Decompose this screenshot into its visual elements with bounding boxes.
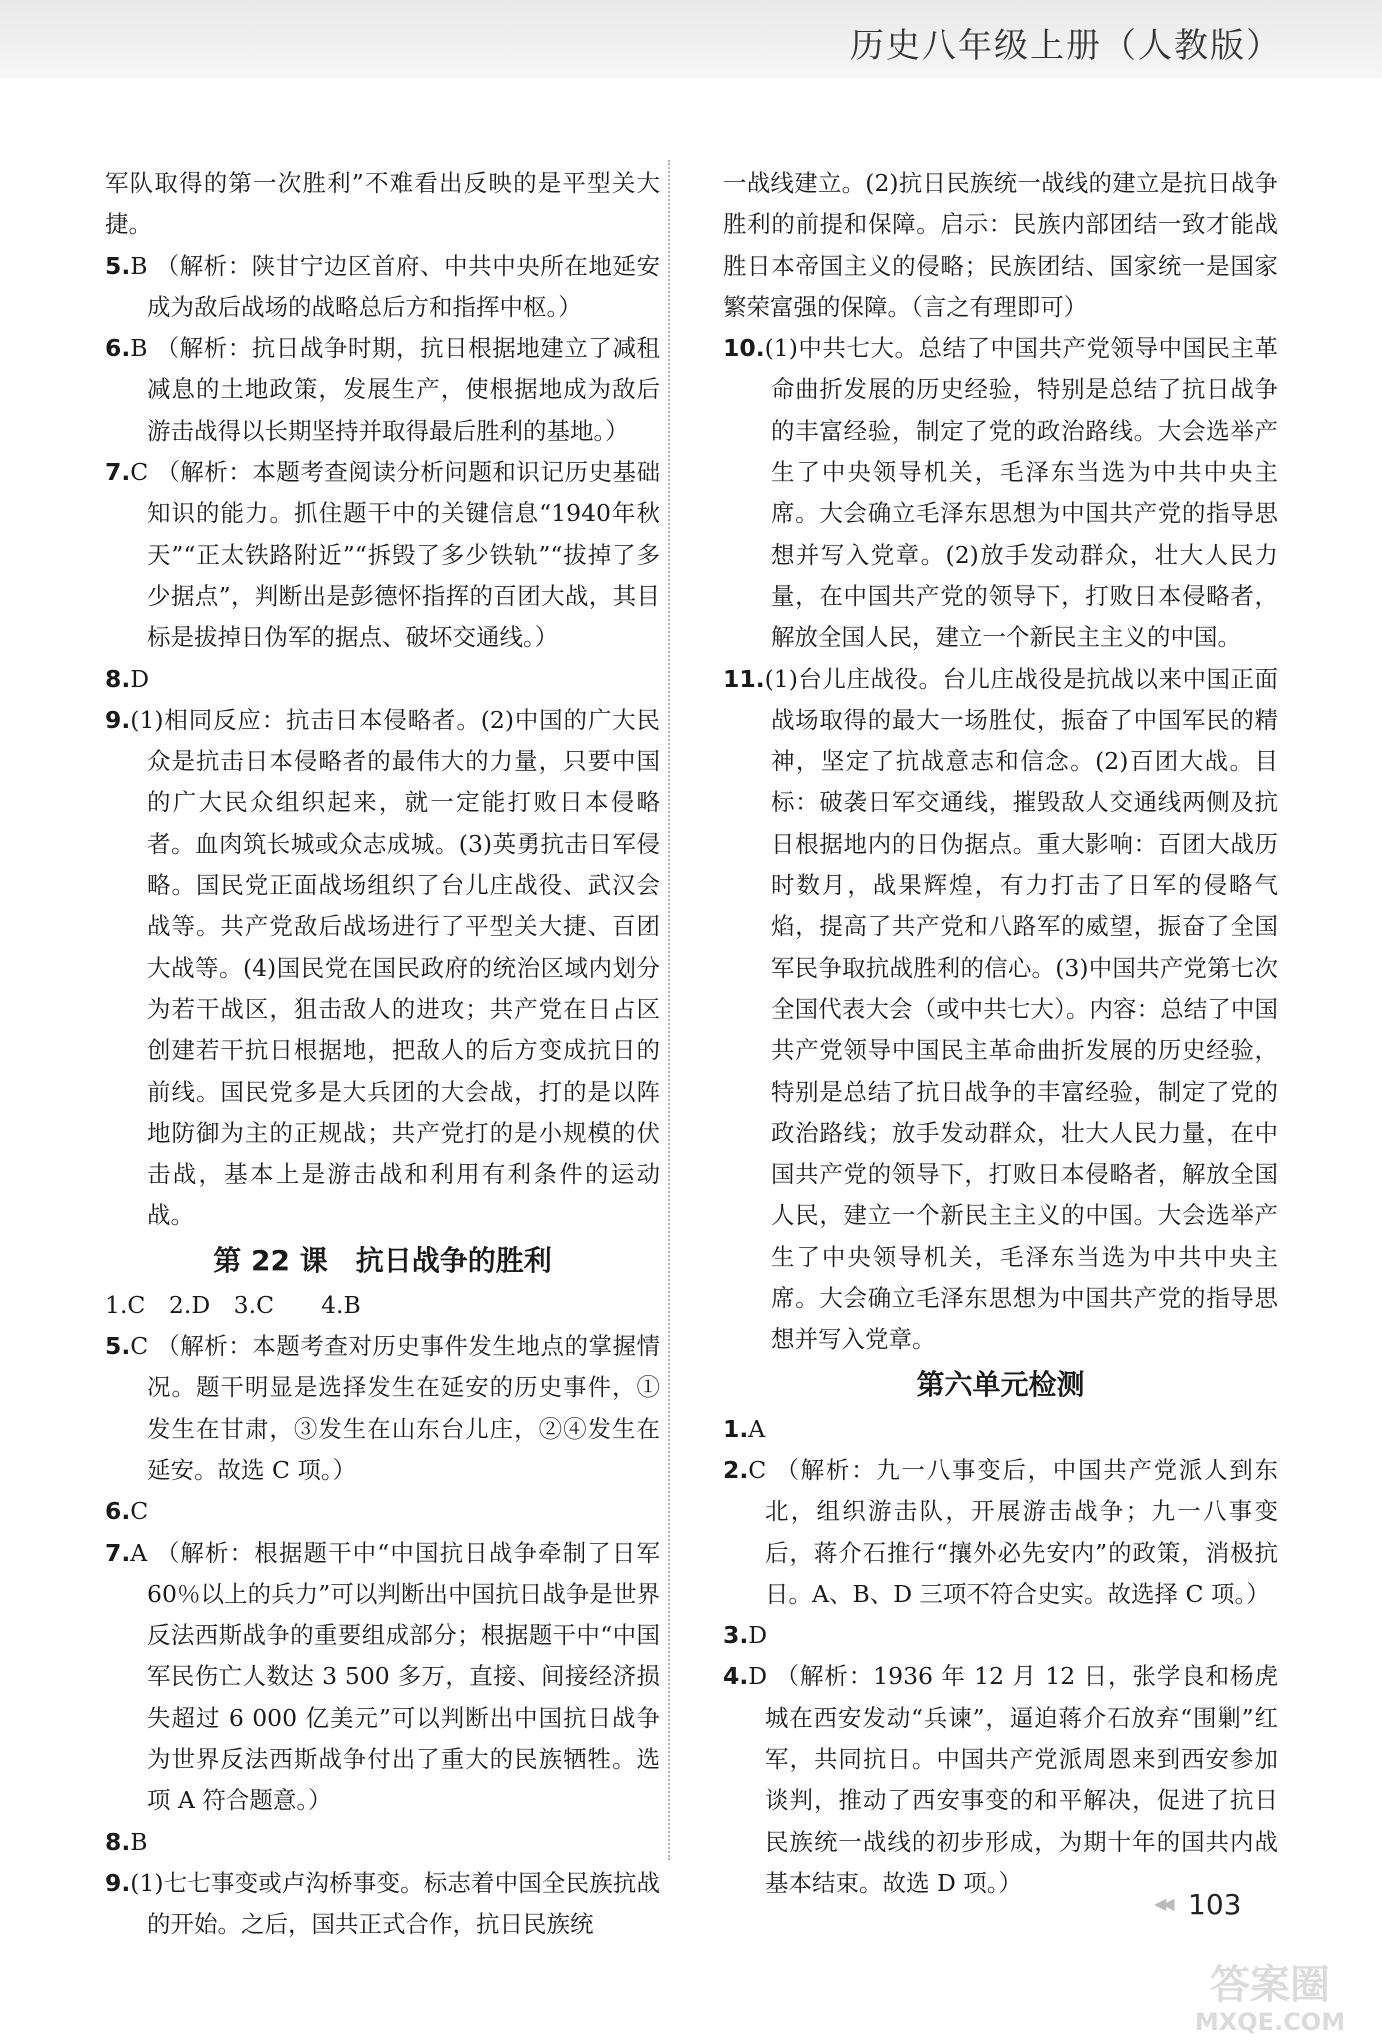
item-number: 8.	[105, 1827, 131, 1856]
section-heading: 第 22 课 抗日战争的胜利	[213, 1243, 552, 1277]
item-number: 6.	[105, 334, 131, 363]
column-divider	[668, 160, 670, 1860]
item-number: 3.	[723, 1621, 749, 1650]
item-number: 7.	[105, 1538, 131, 1567]
page-arrow-icon: ◀◀	[1154, 1894, 1171, 1913]
header-band	[0, 0, 1382, 78]
item-number: 5.	[105, 1332, 131, 1361]
item-number: 11.	[723, 664, 765, 693]
answer-item	[105, 1822, 660, 1863]
answer-item	[105, 700, 660, 1237]
item-text: (1)台儿庄战役。台儿庄战役是抗战以来中国正面战场取得的最大一场胜仗，振奋了中国军民的精神，坚定了抗战意志和信念。(2)百团大战。目标：破袭日军交通线，摧毁敌人交通线两侧及抗日根据地内的日伪据点。重大影响：百团大战历时数月，战果辉煌，有力打击了日军的侵略气焰，提高了共产党和八路军的威望，振奋了全国军民争取抗战胜利的信心。(3)中国共产党第七次全国代表大会（或中共七大）。内容：总结了中国共产党领导中国民主革命曲折发展的历史经验，特别是总结了抗日战争的丰富经验，制定了党的政治路线；放手发动群众，壮大人民力量，在中国共产党的领导下，打败日本侵略者，解放全国人民，建立一个新民主主义的中国。大会选举产生了中央领导机关，毛泽东当选为中共中央主席。大会确立毛泽东思想为中国共产党的指导思想并写入党章。	[764, 664, 1278, 1354]
answer-item	[105, 1533, 660, 1822]
page-number: 103	[1188, 1888, 1242, 1921]
item-text: A	[748, 1414, 766, 1443]
answer-item	[723, 1656, 1278, 1904]
book-title: 历史八年级上册（人教版）	[850, 26, 1282, 66]
left-column	[105, 163, 660, 1945]
svg-text:答案圈: 答案圈	[1210, 1962, 1330, 2008]
item-text: D （解析：1936 年 12 月 12 日，张学良和杨虎城在西安发动“兵谏”，逼迫蒋介石放弃“围剿”红军，共同抗日。中国共产党派周恩来到西安参加谈判，推动了西安事变的和平解决，促进了抗日民族统一战线的初步形成，为期十年的国共内战基本结束。故选 D 项。）	[748, 1662, 1278, 1897]
answer-item	[723, 659, 1278, 1361]
item-text: 1.C 2.D 3.C 4.B	[105, 1290, 361, 1319]
answer-item	[105, 1491, 660, 1532]
answer-item	[723, 328, 1278, 658]
answer-item	[723, 1615, 1278, 1656]
item-number: 5.	[105, 251, 131, 280]
item-text: C	[130, 1497, 149, 1526]
item-text: B （解析：陕甘宁边区首府、中共中央所在地延安成为敌后战场的战略总后方和指挥中枢。）	[130, 251, 660, 321]
item-text: C （解析：本题考查阅读分析问题和识记历史基础知识的能力。抓住题干中的关键信息“1940年秋天”“正太铁路附近”“拆毁了多少铁轨”“拔掉了多少据点”，判断出是彭德怀指挥的百团大战，其目标是拔掉日伪军的据点、破坏交通线。）	[130, 458, 660, 652]
item-number: 4.	[723, 1662, 749, 1691]
answer-item	[723, 1409, 1278, 1450]
item-text: D	[130, 664, 150, 693]
item-text: B	[130, 1827, 148, 1856]
item-number: 10.	[723, 334, 765, 363]
item-number: 9.	[105, 1868, 131, 1897]
item-text: (1)七七事变或卢沟桥事变。标志着中国全民族抗战的开始。之后，国共正式合作，抗日民族统	[130, 1868, 660, 1939]
watermark-logo	[1170, 1950, 1370, 2040]
item-text: (1)中共七大。总结了中国共产党领导中国民主革命曲折发展的历史经验，特别是总结了抗日战争的丰富经验，制定了党的政治路线。大会选举产生了中央领导机关，毛泽东当选为中共中央主席。大会确立毛泽东思想为中国共产党的指导思想并写入党章。(2)放手发动群众，壮大人民力量，在中国共产党的领导下，打败日本侵略者，解放全国人民，建立一个新民主主义的中国。	[764, 334, 1278, 652]
item-number: 1.	[723, 1414, 749, 1443]
answer-item	[105, 452, 660, 658]
item-number: 7.	[105, 458, 131, 487]
item-text: C （解析：本题考查对历史事件发生地点的掌握情况。题干明显是选择发生在延安的历史事件，①发生在甘肃，③发生在山东台儿庄，②④发生在延安。故选 C 项。）	[130, 1332, 660, 1484]
text-line	[105, 163, 660, 246]
answer-item	[105, 659, 660, 700]
svg-text:MXQE.COM: MXQE.COM	[1194, 2008, 1346, 2036]
item-number: 9.	[105, 705, 131, 734]
answer-item	[105, 328, 660, 452]
text-line	[723, 163, 1278, 328]
answer-item	[105, 246, 660, 329]
answer-item	[105, 1326, 660, 1491]
item-text: A （解析：根据题干中“中国抗日战争牵制了日军 60％以上的兵力”可以判断出中国抗日战争是世界反法西斯战争的重要组成部分；根据题干中“中国军民伤亡人数达 3 500 多万，直接、间接经济损失超过 6 000 亿美元”可以判断出中国抗日战争为世界反法西斯战争付出了重大的民族牺牲。选项 A 符合题意。）	[130, 1538, 660, 1815]
item-text: 一战线建立。(2)抗日民族统一战线的建立是抗日战争胜利的前提和保障。启示：民族内部团结一致才能战胜日本帝国主义的侵略；民族团结、国家统一是国家繁荣富强的保障。（言之有理即可）	[723, 169, 1278, 321]
right-column	[723, 163, 1278, 1904]
answer-item	[105, 1863, 660, 1946]
item-number: 6.	[105, 1497, 131, 1526]
item-text: B （解析：抗日战争时期，抗日根据地建立了减租减息的土地政策，发展生产，使根据地成为敌后游击战得以长期坚持并取得最后胜利的基地。）	[130, 334, 660, 445]
answer-item	[723, 1450, 1278, 1615]
item-text: C （解析：九一八事变后，中国共产党派人到东北，组织游击队，开展游击战争；九一八事变后，蒋介石推行“攘外必先安内”的政策，消极抗日。A、B、D 三项不符合史实。故选择 C 项。）	[748, 1455, 1278, 1608]
section-heading: 第六单元检测	[916, 1367, 1085, 1401]
item-text: D	[748, 1621, 768, 1650]
item-number: 2.	[723, 1455, 749, 1484]
item-text: 军队取得的第一次胜利”不难看出反映的是平型关大捷。	[105, 169, 660, 239]
item-text: (1)相同反应：抗击日本侵略者。(2)中国的广大民众是抗击日本侵略者的最伟大的力量，只要中国的广大民众组织起来，就一定能打败日本侵略者。血肉筑长城或众志成城。(3)英勇抗击日军侵略。国民党正面战场组织了台儿庄战役、武汉会战等。共产党敌后战场进行了平型关大捷、百团大战等。(4)国民党在国民政府的统治区域内划分为若干战区，狙击敌人的进攻；共产党在日占区创建若干抗日根据地，把敌人的后方变成抗日的前线。国民党多是大兵团的大会战，打的是以阵地防御为主的正规战；共产党打的是小规模的伏击战，基本上是游击战和利用有利条件的运动战。	[130, 705, 660, 1230]
text-line	[105, 1285, 660, 1326]
item-number: 8.	[105, 664, 131, 693]
